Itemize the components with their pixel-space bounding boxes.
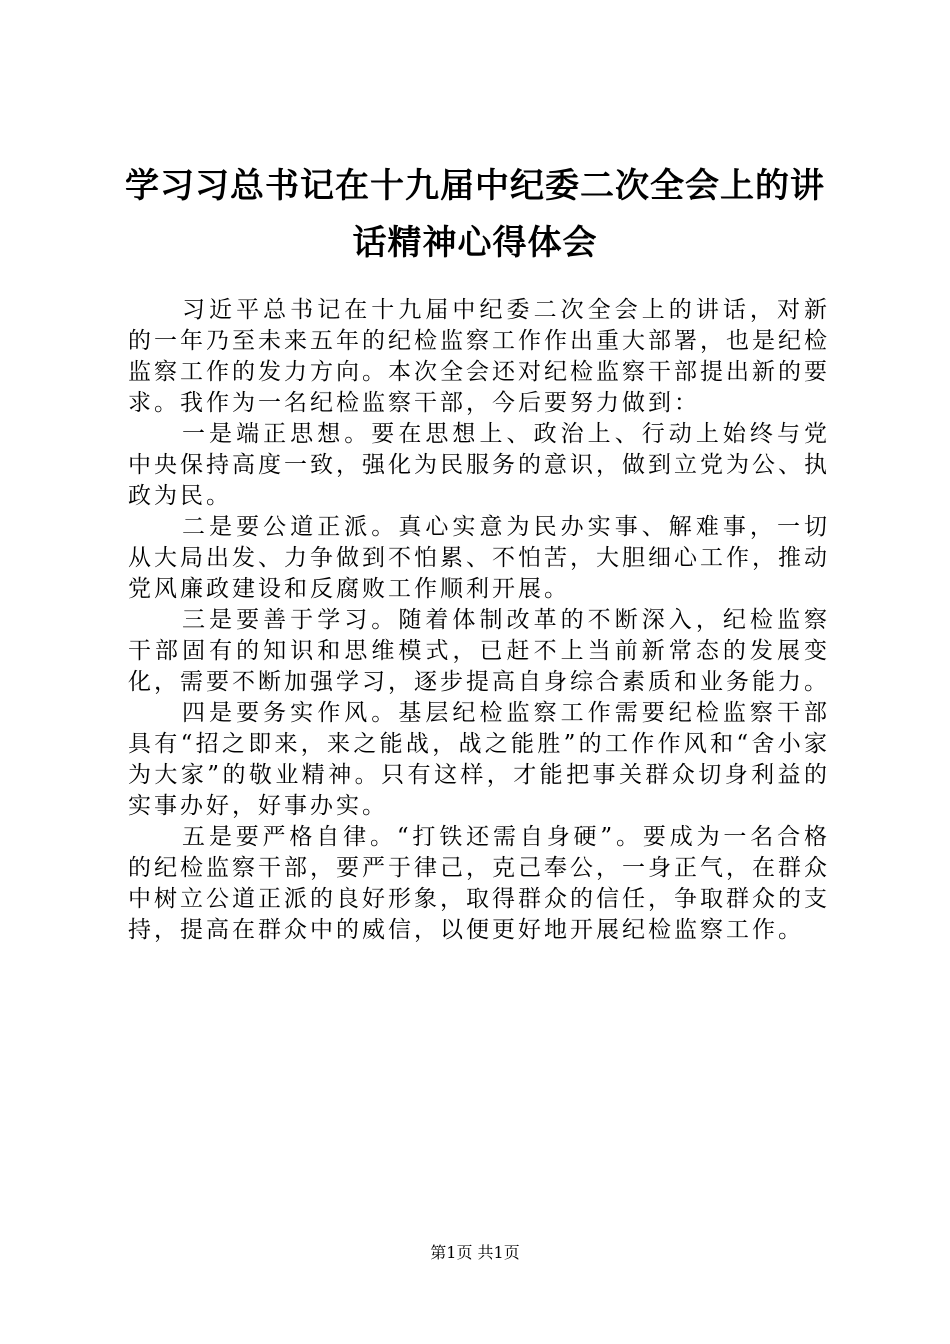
page-footer: 第1页 共1页 — [430, 1243, 520, 1262]
paragraph-point-4: 四是要务实作风。基层纪检监察工作需要纪检监察干部具有“招之即来，来之能战，战之能胜”的工作作风和“舍小家为大家”的敬业精神。只有这样，才能把事关群众切身利益的实事办好，好事办实。 — [128, 700, 830, 819]
paragraph-intro: 习近平总书记在十九届中纪委二次全会上的讲话，对新的一年乃至未来五年的纪检监察工作作出重大部署，也是纪检监察工作的发力方向。本次全会还对纪检监察干部提出新的要求。我作为一名纪检监察干部，今后要努力做到： — [128, 297, 830, 416]
paragraph-point-3: 三是要善于学习。随着体制改革的不断深入，纪检监察干部固有的知识和思维模式，已赶不上当前新常态的发展变化，需要不断加强学习，逐步提高自身综合素质和业务能力。 — [128, 607, 830, 695]
paragraph-point-5: 五是要严格自律。“打铁还需自身硬”。要成为一名合格的纪检监察干部，要严于律己，克己奉公，一身正气，在群众中树立公道正派的良好形象，取得群众的信任，争取群众的支持，提高在群众中的威信，以便更好地开展纪检监察工作。 — [128, 824, 830, 943]
document-title — [100, 158, 850, 272]
title-line-2: 话精神心得体会 — [352, 223, 598, 263]
title-line-1: 学习习总书记在十九届中纪委二次全会上的讲 — [125, 166, 825, 206]
paragraph-point-2: 二是要公道正派。真心实意为民办实事、解难事，一切从大局出发、力争做到不怕累、不怕苦，大胆细心工作，推动党风廉政建设和反腐败工作顺利开展。 — [128, 514, 830, 602]
paragraph-point-1: 一是端正思想。要在思想上、政治上、行动上始终与党中央保持高度一致，强化为民服务的意识，做到立党为公、执政为民。 — [128, 421, 830, 509]
document-body — [128, 295, 830, 946]
